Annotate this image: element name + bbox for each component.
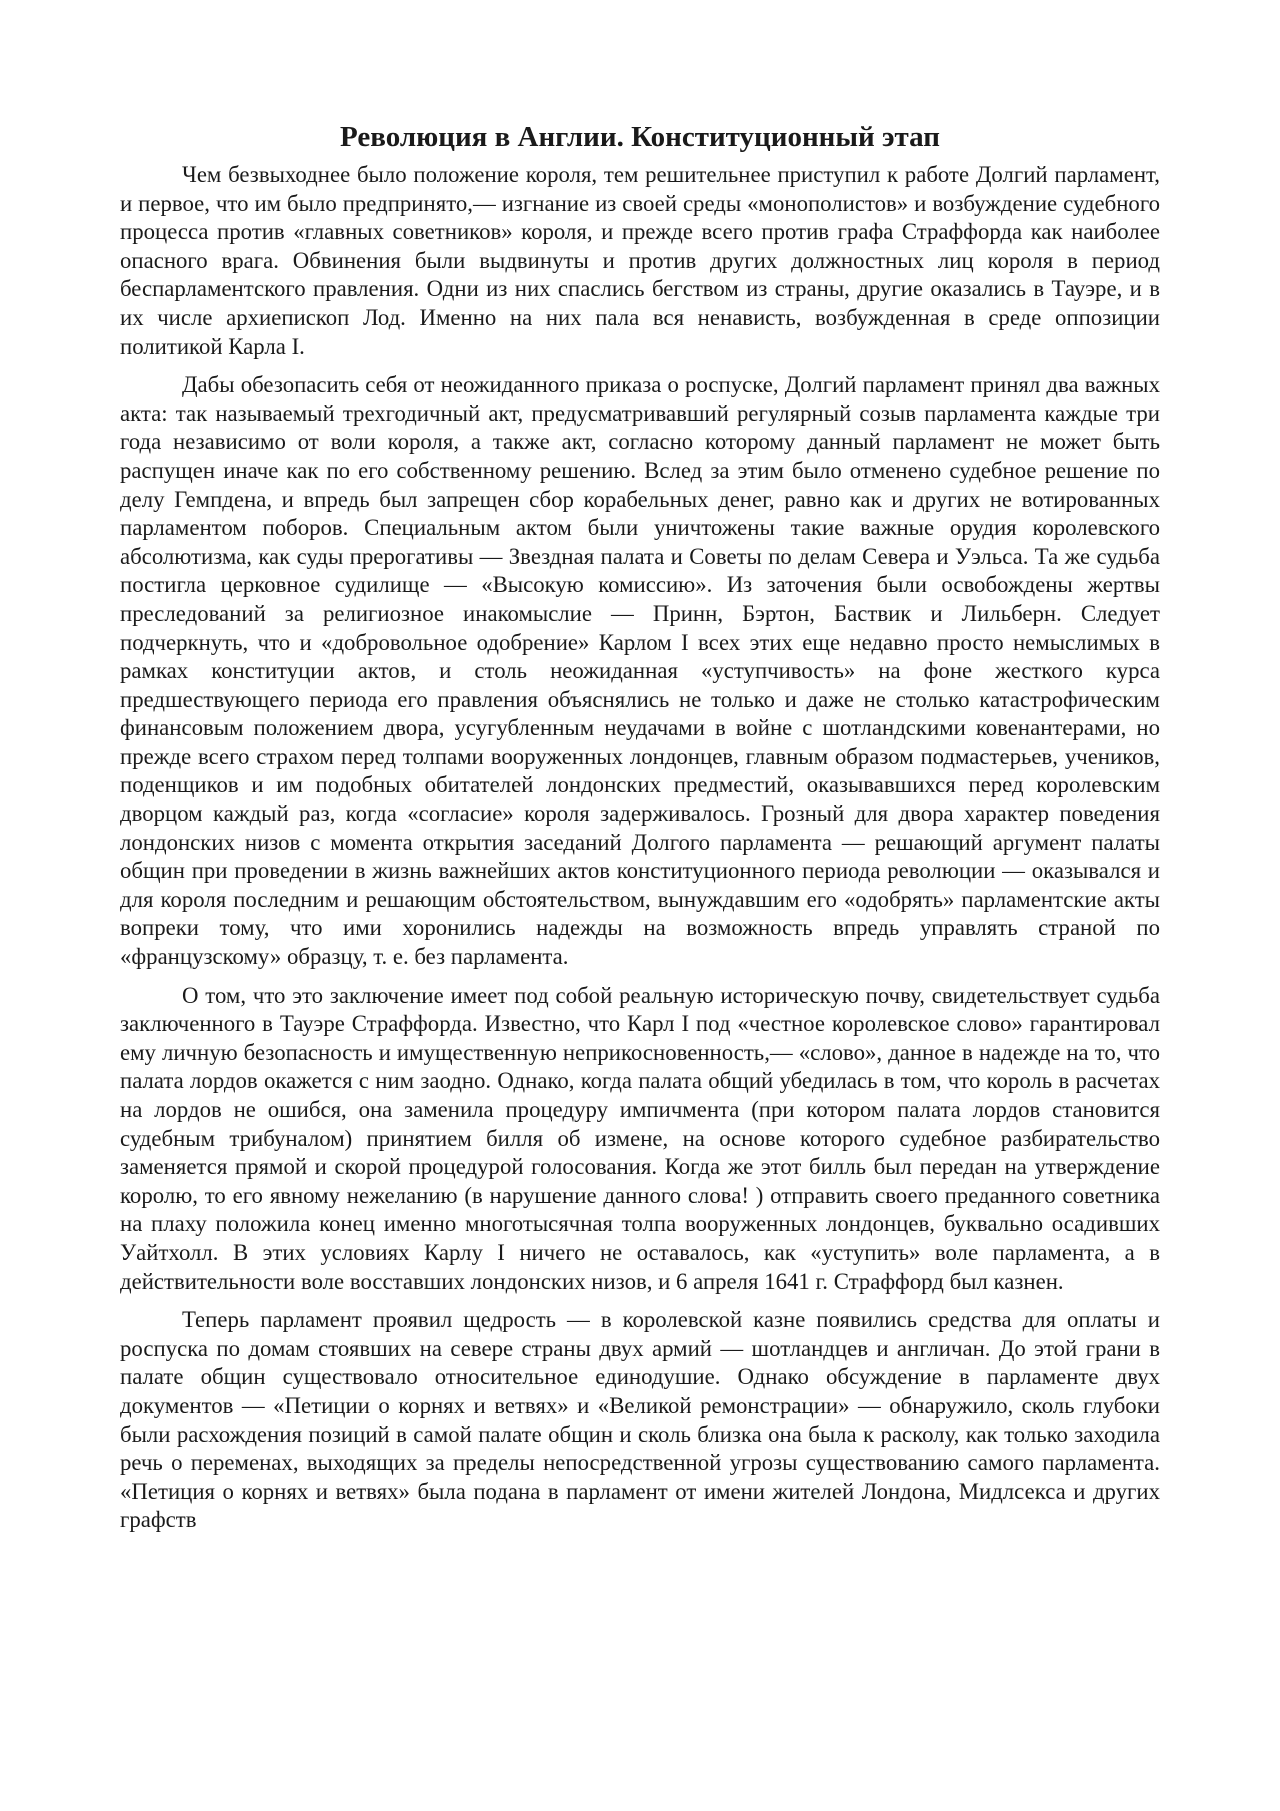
paragraph-2: Дабы обезопасить себя от неожиданного приказа о роспуске, Долгий парламент принял два важных акта: так называемый трехгодичный акт, предусматривавший регулярный созыв парламента каждые три года независимо от воли короля, а также акт, согласно которому данный парламент не может быть распущен иначе как по его собственному решению. Вслед за этим было отменено судебное решение по делу Гемпдена, и впредь был запрещен сбор корабельных денег, равно как и других не вотированных парламентом поборов. Специальным актом были уничтожены такие важные орудия королевского абсолютизма, как суды прерогативы — Звездная палата и Советы по делам Севера и Уэльса. Та же судьба постигла церковное судилище — «Высокую комиссию». Из заточения были освобождены жертвы преследований за религиозное инакомыслие — Принн, Бэртон, Баствик и Лильберн. Следует подчеркнуть, что и «добровольное одобрение» Карлом I всех этих еще недавно просто немыслимых в рамках конституции актов, и столь неожиданная «уступчивость» на фоне жесткого курса предшествующего периода его правления объяснялись не только и даже не столько катастрофическим финансовым положением двора, усугубленным неудачами в войне с шотландскими ковенантерами, но прежде всего страхом перед толпами вооруженных лондонцев, главным образом подмастерьев, учеников, поденщиков и им подобных обитателей лондонских предместий, оказывавшихся перед королевским дворцом каждый раз, когда «согласие» короля задерживалось. Грозный для двора характер поведения лондонских низов с момента открытия заседаний Долгого парламента — решающий аргумент палаты общин при проведении в жизнь важнейших актов конституционного периода революции — оказывался и для короля последним и решающим обстоятельством, вынуждавшим его «одобрять» парламентские акты вопреки тому, что ими хоронились надежды на возможность впредь управлять страной по «французскому» образцу, т. е. без парламента. bbox=[120, 372, 1160, 970]
document-page bbox=[120, 120, 1160, 1545]
paragraph-3: О том, что это заключение имеет под собой реальную историческую почву, свидетельствует судьба заключенного в Тауэре Страффорда. Известно, что Карл I под «честное королевское слово» гарантировал ему личную безопасность и имущественную неприкосновенность,— «слово», данное в надежде на то, что палата лордов окажется с ним заодно. Однако, когда палата общий убедилась в том, что король в расчетах на лордов не ошибся, она заменила процедуру импичмента (при котором палата лордов становится судебным трибуналом) принятием билля об измене, на основе которого судебное разбирательство заменяется прямой и скорой процедурой голосования. Когда же этот билль был передан на утверждение королю, то его явному нежеланию (в нарушение данного слова! ) отправить своего преданного советника на плаху положила конец именно многотысячная толпа вооруженных лондонцев, буквально осадивших Уайтхолл. В этих условиях Карлу I ничего не оставалось, как «уступить» воле парламента, а в действительности воле восставших лондонских низов, и 6 апреля 1641 г. Страффорд был казнен. bbox=[120, 982, 1160, 1294]
paragraph-4: Теперь парламент проявил щедрость — в королевской казне появились средства для оплаты и роспуска по домам стоявших на севере страны двух армий — шотландцев и англичан. До этой грани в палате общин существовало относительное единодушие. Однако обсуждение в парламенте двух документов — «Петиции о корнях и ветвях» и «Великой ремонстрации» — обнаружило, сколь глубоки были расхождения позиций в самой палате общин и сколь близка она была к расколу, как только заходила речь о переменах, выходящих за пределы непосредственной угрозы существованию самого парламента. «Петиция о корнях и ветвях» была подана в парламент от имени жителей Лондона, Мидлсекса и других графств bbox=[120, 1307, 1160, 1533]
paragraph-1: Чем безвыходнее было положение короля, тем решительнее приступил к работе Долгий парламент, и первое, что им было предпринято,— изгнание из своей среды «монополистов» и возбуждение судебного процесса против «главных советников» короля, и прежде всего против графа Страффорда как наиболее опасного врага. Обвинения были выдвинуты и против других должностных лиц короля в период беспарламентского правления. Одни из них спаслись бегством из страны, другие оказались в Тауэре, и в их числе архиепископ Лод. Именно на них пала вся ненависть, возбужденная в среде оппозиции политикой Карла I. bbox=[120, 162, 1160, 359]
page-title: Революция в Англии. Конституционный этап bbox=[340, 121, 940, 153]
